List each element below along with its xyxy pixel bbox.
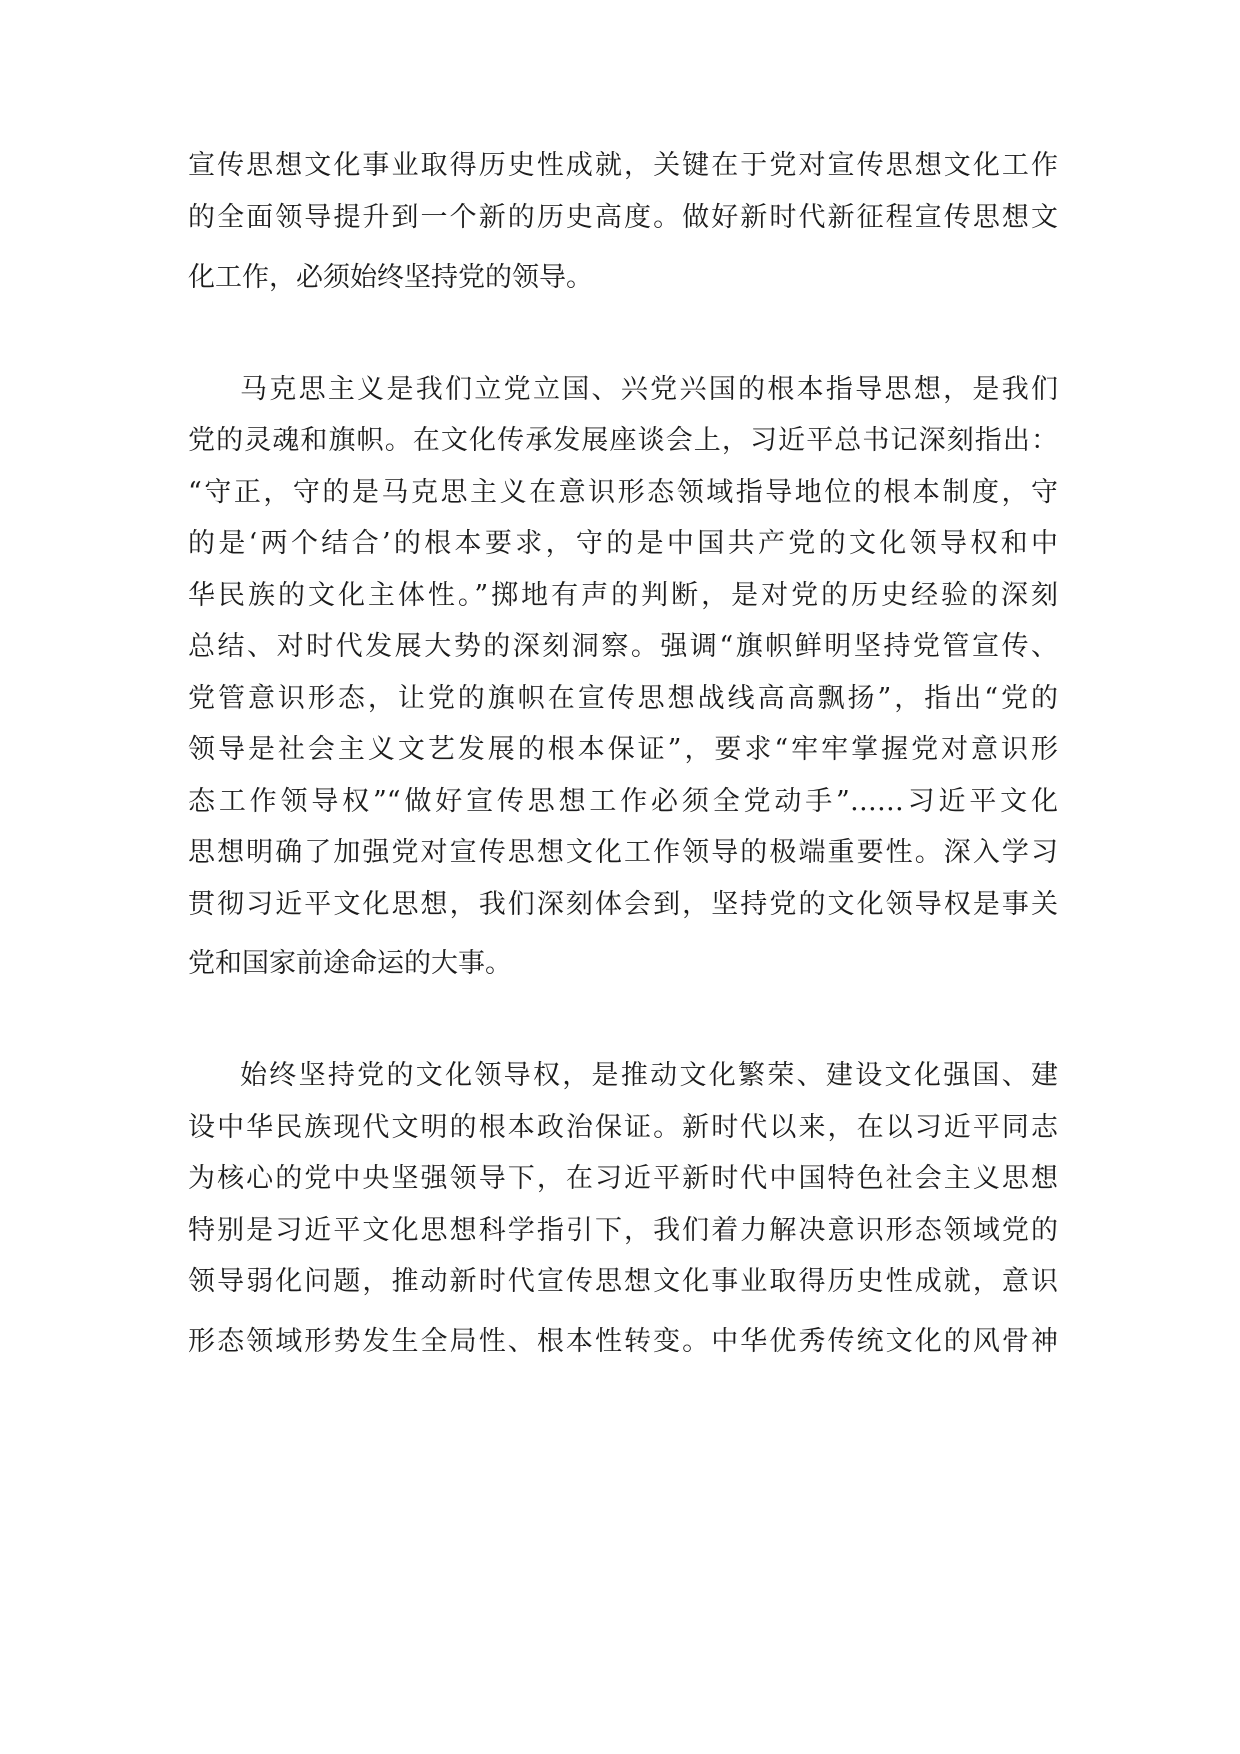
paragraph-1-line-1: 宣传思想文化事业取得历史性成就，关键在于党对宣传思想文化工作 (188, 150, 1058, 181)
paragraph-2-line-7: 党管意识形态，让党的旗帜在宣传思想战线高高飘扬”，指出“党的 (188, 683, 1058, 714)
paragraph-3-line-4: 特别是习近平文化思想科学指引下，我们着力解决意识形态领域党的 (188, 1215, 1058, 1246)
paragraph-1-line-2: 的全面领导提升到一个新的历史高度。做好新时代新征程宣传思想文 (188, 202, 1058, 233)
paragraph-2-line-10: 思想明确了加强党对宣传思想文化工作领导的极端重要性。深入学习 (188, 837, 1058, 868)
paragraph-1-line-3: 化工作，必须始终坚持党的领导。 (188, 262, 593, 293)
paragraph-2-line-5: 华民族的文化主体性。”掷地有声的判断，是对党的历史经验的深刻 (188, 580, 1058, 611)
paragraph-3-line-1: 始终坚持党的文化领导权，是推动文化繁荣、建设文化强国、建 (240, 1060, 1058, 1091)
paragraph-3-line-3: 为核心的党中央坚强领导下，在习近平新时代中国特色社会主义思想 (188, 1163, 1058, 1194)
paragraph-3-line-2: 设中华民族现代文明的根本政治保证。新时代以来，在以习近平同志 (188, 1112, 1058, 1143)
paragraph-3-line-5: 领导弱化问题，推动新时代宣传思想文化事业取得历史性成就，意识 (188, 1266, 1058, 1297)
paragraph-2-line-4: 的是‘两个结合’的根本要求，守的是中国共产党的文化领导权和中 (188, 528, 1058, 559)
paragraph-3-line-6: 形态领域形势发生全局性、根本性转变。中华优秀传统文化的风骨神 (188, 1326, 1058, 1357)
paragraph-2-line-2: 党的灵魂和旗帜。在文化传承发展座谈会上，习近平总书记深刻指出： (188, 425, 1058, 456)
paragraph-2-line-9: 态工作领导权”“做好宣传思想工作必须全党动手”……习近平文化 (188, 786, 1058, 817)
paragraph-2-line-6: 总结、对时代发展大势的深刻洞察。强调“旗帜鲜明坚持党管宣传、 (188, 631, 1058, 662)
paragraph-2-line-12: 党和国家前途命运的大事。 (188, 948, 512, 979)
paragraph-2-line-3: “守正，守的是马克思主义在意识形态领域指导地位的根本制度，守 (188, 477, 1058, 508)
paragraph-2-line-1: 马克思主义是我们立党立国、兴党兴国的根本指导思想，是我们 (240, 374, 1058, 405)
paragraph-2-line-8: 领导是社会主义文艺发展的根本保证”，要求“牢牢掌握党对意识形 (188, 734, 1058, 765)
paragraph-2-line-11: 贯彻习近平文化思想，我们深刻体会到，坚持党的文化领导权是事关 (188, 889, 1058, 920)
